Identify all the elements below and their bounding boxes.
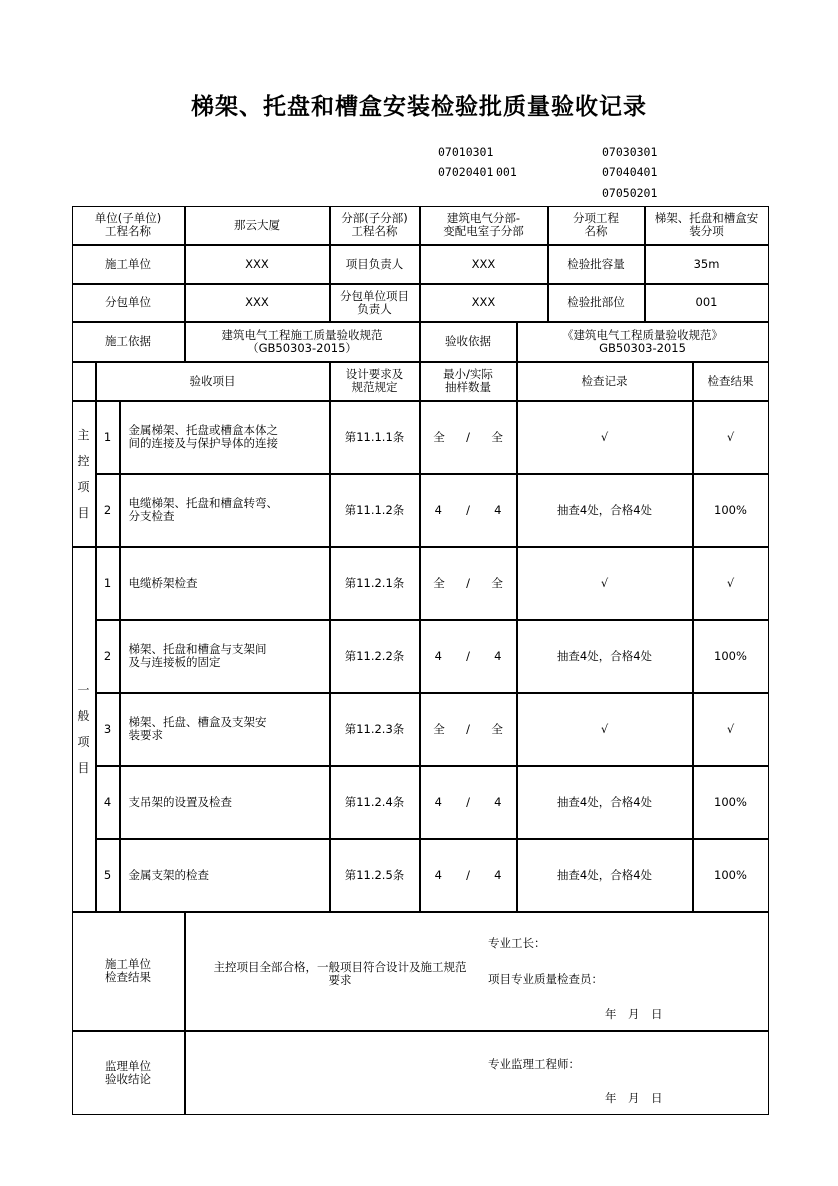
code-3: 07030301: [602, 145, 658, 159]
sample-actual: 全: [491, 429, 503, 444]
item-sample: [420, 839, 517, 912]
item-spec: 第11.2.2条: [330, 620, 420, 693]
basis-label: 施工依据: [72, 322, 185, 362]
contractor-conclusion: 主控项目全部合格，一般项目符合设计及施工规范 要求: [213, 960, 467, 987]
general-group-char-1: 一: [77, 683, 90, 697]
item-sample: [420, 693, 517, 766]
subitem-value: 梯架、托盘和槽盒安 装分项: [645, 206, 769, 245]
item-record: 抽查4处，合格4处: [517, 474, 693, 547]
general-group: [72, 547, 96, 912]
general-group-char-4: 目: [77, 761, 90, 775]
item-spec: 第11.2.1条: [330, 547, 420, 620]
item-no: 4: [96, 766, 120, 839]
contractor-label: 施工单位: [72, 245, 185, 284]
page-title: 梯架、托盘和槽盒安装检验批质量验收记录: [191, 94, 647, 120]
sub-label: 分包单位: [72, 284, 185, 322]
item-result: 100%: [693, 474, 769, 547]
sample-min: 4: [434, 502, 442, 517]
item-result: √: [693, 401, 769, 474]
pm-value: XXX: [420, 245, 548, 284]
item-no: 3: [96, 693, 120, 766]
sample-sep: /: [466, 429, 470, 444]
code-1: 07010301: [438, 145, 494, 159]
contractor-date: 年 月 日: [605, 1007, 663, 1021]
division-label: 分部(子分部) 工程名称: [330, 206, 420, 245]
item-name: 电缆梯架、托盘和槽盒转弯、 分支检查: [120, 474, 330, 547]
code-2: 07020401: [438, 165, 494, 179]
pm-label: 项目负责人: [330, 245, 420, 284]
quality-inspector-label: 项目专业质量检查员：: [488, 972, 603, 986]
item-record: 抽查4处，合格4处: [517, 839, 693, 912]
supervisor-check-area: [185, 1031, 769, 1115]
sample-min: 4: [434, 648, 442, 663]
unit-value: 那云大厦: [185, 206, 330, 245]
item-record: 抽查4处，合格4处: [517, 766, 693, 839]
division-value: 建筑电气分部- 变配电室子分部: [420, 206, 548, 245]
sample-sep: /: [466, 867, 470, 882]
item-sample: [420, 620, 517, 693]
item-record: √: [517, 693, 693, 766]
code-4: 07040401: [602, 165, 658, 179]
item-no: 5: [96, 839, 120, 912]
group-col-blank: [72, 362, 96, 401]
sample-sep: /: [466, 502, 470, 517]
sample-sep: /: [466, 575, 470, 590]
item-sample: [420, 474, 517, 547]
basis-value: 建筑电气工程施工质量验收规范 （GB50303-2015）: [185, 322, 420, 362]
sub-pm-value: XXX: [420, 284, 548, 322]
item-name: 电缆桥架检查: [120, 547, 330, 620]
sample-min: 全: [433, 721, 445, 736]
accept-basis-label: 验收依据: [420, 322, 517, 362]
item-no: 1: [96, 547, 120, 620]
col-spec: 设计要求及 规范规定: [330, 362, 420, 401]
contractor-value: XXX: [185, 245, 330, 284]
main-group-char-2: 控: [77, 453, 90, 468]
contractor-check-label: 施工单位 检查结果: [72, 912, 185, 1031]
item-spec: 第11.1.2条: [330, 474, 420, 547]
item-spec: 第11.2.5条: [330, 839, 420, 912]
batch-qty-label: 检验批容量: [548, 245, 645, 284]
sample-actual: 全: [491, 721, 503, 736]
item-no: 1: [96, 401, 120, 474]
item-sample: [420, 401, 517, 474]
subitem-label: 分项工程 名称: [548, 206, 645, 245]
col-item: 验收项目: [96, 362, 330, 401]
main-group-char-3: 项: [77, 479, 90, 494]
sample-actual: 4: [494, 648, 502, 663]
sample-actual: 全: [491, 575, 503, 590]
foreman-label: 专业工长：: [488, 936, 546, 950]
item-record: √: [517, 547, 693, 620]
item-name: 金属梯架、托盘或槽盒本体之 间的连接及与保护导体的连接: [120, 401, 330, 474]
item-name: 支吊架的设置及检查: [120, 766, 330, 839]
main-control-group: [72, 401, 96, 547]
item-name: 梯架、托盘和槽盒与支架间 及与连接板的固定: [120, 620, 330, 693]
item-spec: 第11.1.1条: [330, 401, 420, 474]
general-group-char-2: 般: [77, 709, 90, 723]
supervisor-check-label: 监理单位 验收结论: [72, 1031, 185, 1115]
main-group-char-4: 目: [77, 505, 90, 520]
sample-min: 4: [434, 794, 442, 809]
sample-actual: 4: [494, 502, 502, 517]
code-2-value: 001: [496, 165, 517, 179]
sample-sep: /: [466, 721, 470, 736]
sample-sep: /: [466, 648, 470, 663]
supervisor-date: 年 月 日: [605, 1091, 663, 1105]
item-sample: [420, 766, 517, 839]
batch-part-value: 001: [645, 284, 769, 322]
sample-min: 4: [434, 867, 442, 882]
batch-qty-value: 35m: [645, 245, 769, 284]
unit-label: 单位(子单位) 工程名称: [72, 206, 185, 245]
item-result: 100%: [693, 620, 769, 693]
sub-pm-label: 分包单位项目 负责人: [330, 284, 420, 322]
item-no: 2: [96, 620, 120, 693]
sample-min: 全: [433, 429, 445, 444]
item-spec: 第11.2.3条: [330, 693, 420, 766]
item-record: 抽查4处，合格4处: [517, 620, 693, 693]
item-result: 100%: [693, 766, 769, 839]
item-record: √: [517, 401, 693, 474]
sub-value: XXX: [185, 284, 330, 322]
item-sample: [420, 547, 517, 620]
sample-min: 全: [433, 575, 445, 590]
item-result: √: [693, 547, 769, 620]
item-result: 100%: [693, 839, 769, 912]
item-spec: 第11.2.4条: [330, 766, 420, 839]
sample-actual: 4: [494, 867, 502, 882]
batch-part-label: 检验批部位: [548, 284, 645, 322]
col-result: 检查结果: [693, 362, 769, 401]
col-record: 检查记录: [517, 362, 693, 401]
general-group-char-3: 项: [77, 735, 90, 749]
item-name: 金属支架的检查: [120, 839, 330, 912]
item-name: 梯架、托盘、槽盒及支架安 装要求: [120, 693, 330, 766]
code-5: 07050201: [602, 186, 658, 200]
main-group-char-1: 主: [77, 427, 90, 442]
sample-actual: 4: [494, 794, 502, 809]
supervisor-engineer-label: 专业监理工程师：: [488, 1057, 580, 1071]
item-result: √: [693, 693, 769, 766]
item-no: 2: [96, 474, 120, 547]
sample-sep: /: [466, 794, 470, 809]
accept-basis-value: 《建筑电气工程质量验收规范》 GB50303-2015: [517, 322, 769, 362]
col-sample: 最小/实际 抽样数量: [420, 362, 517, 401]
